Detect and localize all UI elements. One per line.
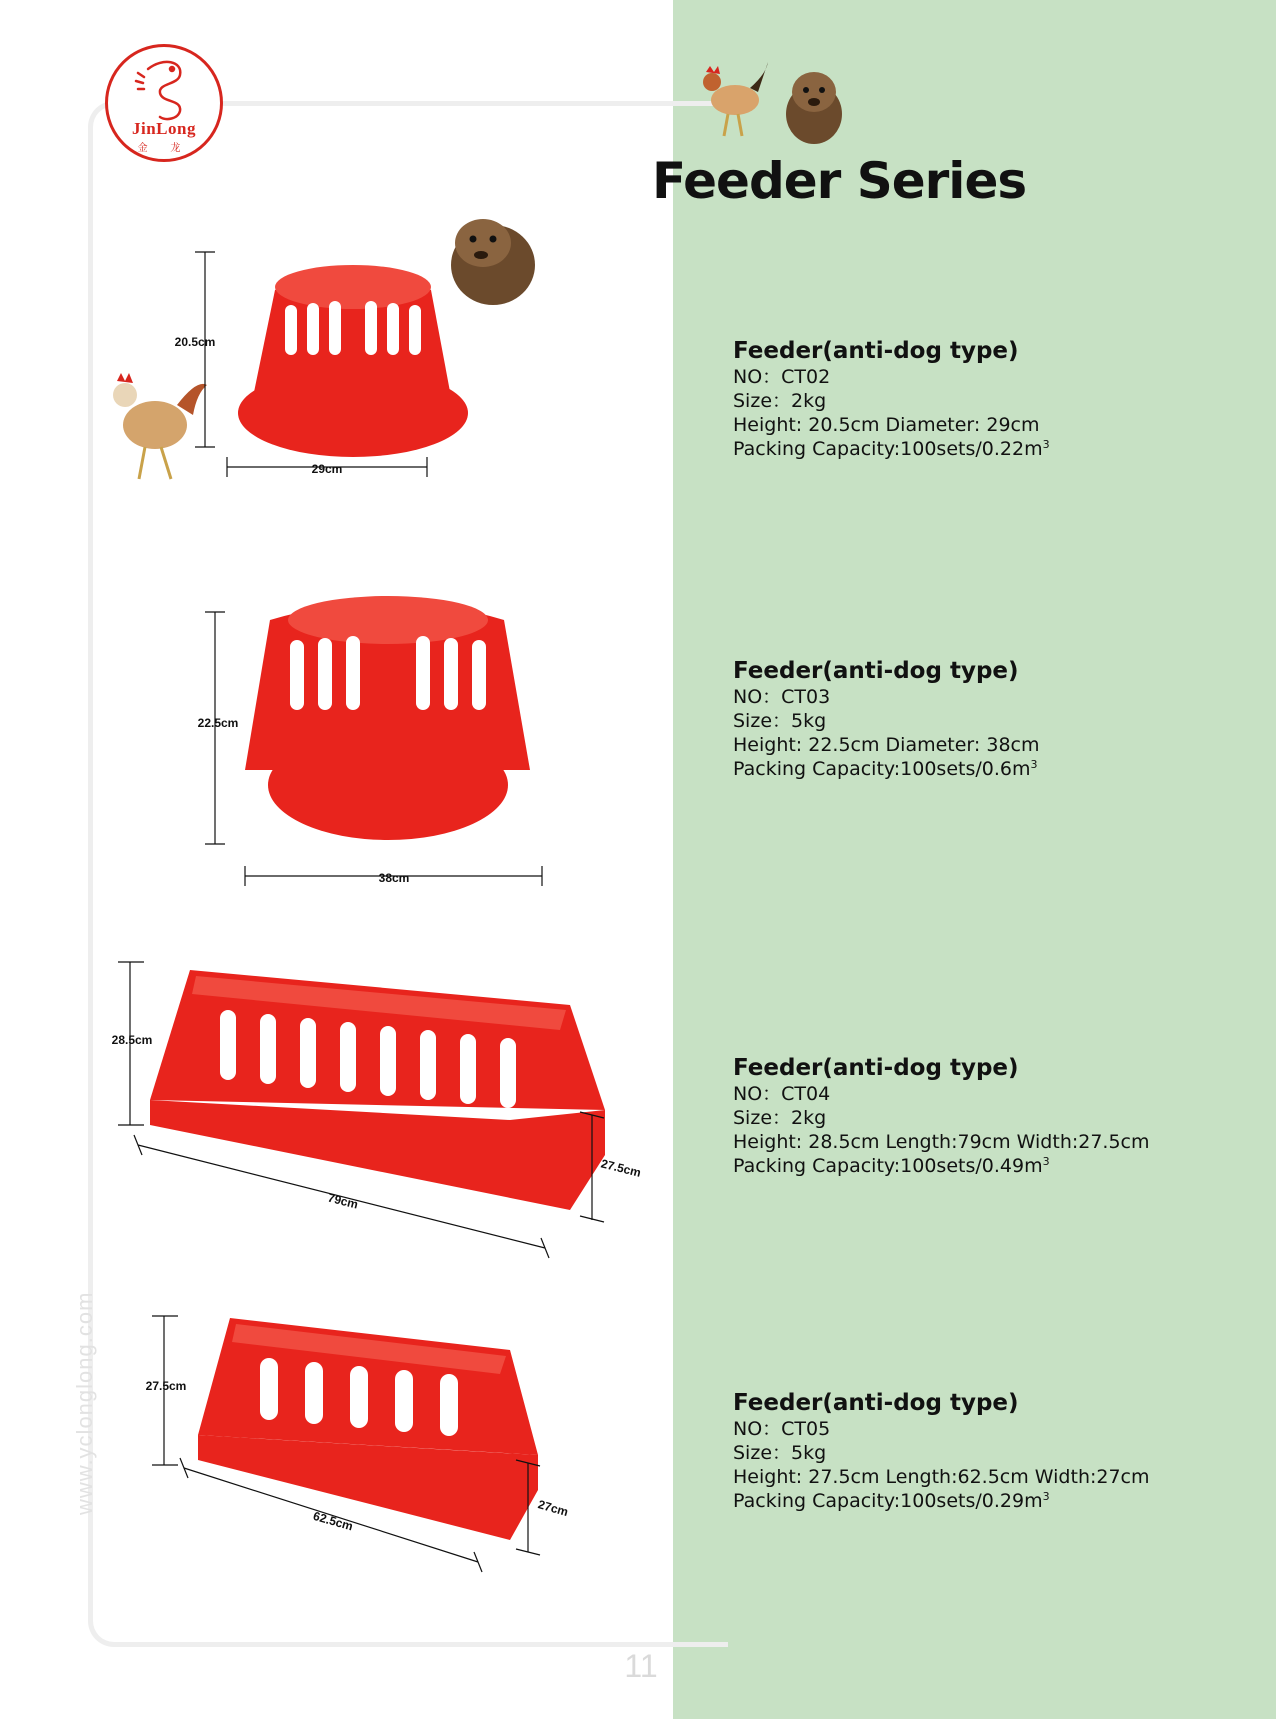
product-ct02-info <box>733 338 1050 461</box>
product-ct03-info <box>733 658 1040 781</box>
ct02-width-label: 29cm <box>311 462 343 476</box>
website-watermark: www.yclonglong.com <box>72 1291 97 1515</box>
ct04-height-label: 28.5cm <box>111 1033 153 1047</box>
rooster-and-puppy-illustration <box>690 58 890 158</box>
feeder-ct03-diagram <box>170 580 570 900</box>
ct03-width-label: 38cm <box>378 871 410 885</box>
trough-feeder-ct05 <box>198 1318 538 1540</box>
round-feeder-ct02 <box>238 265 468 457</box>
page-title: Feeder Series <box>652 152 1027 210</box>
product-title: Feeder(anti-dog type) <box>733 338 1019 364</box>
ct02-height-label: 20.5cm <box>174 335 216 349</box>
ct03-height-label: 22.5cm <box>197 716 239 730</box>
product-dimensions: Height: 28.5cm Length:79cm Width:27.5cm <box>733 1131 1150 1153</box>
jinlong-logo <box>105 44 223 162</box>
product-number: NO：CT03 <box>733 686 831 708</box>
puppy-icon <box>786 72 842 144</box>
logo-chinese-text: 金 龙 <box>137 143 191 154</box>
ct05-height-label: 27.5cm <box>145 1379 187 1393</box>
product-title: Feeder(anti-dog type) <box>733 1055 1019 1081</box>
puppy-icon <box>451 219 535 305</box>
round-feeder-ct03 <box>245 596 530 840</box>
product-size: Size：5kg <box>733 1442 827 1464</box>
product-size: Size：2kg <box>733 1107 827 1129</box>
product-title: Feeder(anti-dog type) <box>733 1390 1019 1416</box>
feeder-ct02-diagram <box>95 195 575 525</box>
product-ct05-info <box>733 1390 1150 1513</box>
product-dimensions: Height: 22.5cm Diameter: 38cm <box>733 734 1040 756</box>
logo-wordmark: JinLong <box>132 119 196 138</box>
trough-feeder-ct04 <box>150 970 605 1210</box>
feeder-ct04-diagram <box>100 950 660 1270</box>
product-title: Feeder(anti-dog type) <box>733 658 1019 684</box>
product-packing: Packing $Capacity:100sets/0.29m^3$ <box>733 1490 1050 1512</box>
product-number: NO：CT05 <box>733 1418 831 1440</box>
product-size: Size：2kg <box>733 390 827 412</box>
product-packing: Packing $Capacity:100sets/0.22m^3$ <box>733 438 1050 460</box>
product-number: NO：CT02 <box>733 366 831 388</box>
product-dimensions: Height: 20.5cm Diameter: 29cm <box>733 414 1040 436</box>
product-number: NO：CT04 <box>733 1083 831 1105</box>
ct05-width-label: 27cm <box>536 1497 570 1520</box>
product-dimensions: Height: 27.5cm Length:62.5cm Width:27cm <box>733 1466 1150 1488</box>
product-packing: Packing $Capacity:100sets/0.6m^3$ <box>733 758 1038 780</box>
ct05-length-label: 62.5cm <box>311 1508 355 1534</box>
ct04-length-label: 79cm <box>326 1190 360 1212</box>
rooster-icon <box>113 373 207 479</box>
ct04-width-label: 27.5cm <box>599 1156 643 1180</box>
product-ct04-info <box>733 1055 1150 1178</box>
page-number: 11 <box>624 1648 658 1684</box>
rooster-icon <box>703 62 768 136</box>
product-size: Size：5kg <box>733 710 827 732</box>
feeder-ct05-diagram <box>130 1300 580 1590</box>
product-packing: Packing $Capacity:100sets/0.49m^3$ <box>733 1155 1050 1177</box>
